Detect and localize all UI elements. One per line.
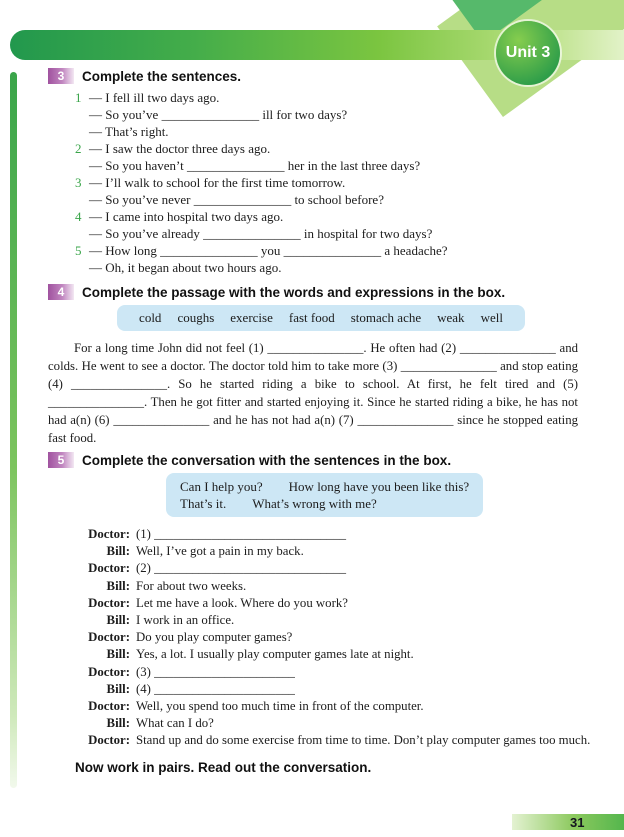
dialogue-text: — So you haven’t _______________ her in the last three days? [89, 158, 421, 173]
speech-text: Do you play computer games? [136, 630, 293, 645]
conversation-row [78, 732, 594, 749]
dialogue-text: — I’ll walk to school for the first time tomorrow. [89, 175, 346, 190]
sentence-box [166, 473, 483, 517]
exercise5-title: Complete the conversation with the sentences in the box. [82, 452, 452, 468]
pair-work-instruction: Now work in pairs. Read out the conversation. [75, 759, 372, 775]
conversation-row [78, 698, 594, 715]
speaker-label: Bill: [106, 681, 130, 696]
dialogue-text: — How long _______________ you _______________ a headache? [89, 243, 448, 258]
speech-text: (3) ______________________ [136, 664, 295, 679]
exercise3-list [75, 89, 594, 276]
sentence-box-item: That’s it. [180, 496, 227, 511]
item-number-spacer [75, 106, 89, 123]
conversation-row [78, 715, 594, 732]
word-box-item: weak [437, 310, 465, 325]
conversation-row [78, 629, 594, 646]
speaker-label: Doctor: [88, 561, 130, 576]
speaker-label: Bill: [106, 716, 130, 731]
conversation-row [78, 578, 594, 595]
dialogue-text: — So you’ve _______________ ill for two days? [89, 107, 348, 122]
sentence-box-row [180, 478, 469, 495]
speech-text: (1) ______________________________ [136, 527, 347, 541]
dialogue-line [75, 191, 594, 208]
exercise3-title: Complete the sentences. [82, 68, 242, 84]
speech-text: Well, I’ve got a pain in my back. [136, 544, 304, 559]
speech-text: I work in an office. [136, 613, 235, 628]
item-number-spacer [75, 225, 89, 242]
dialogue-line [75, 106, 594, 123]
speaker-label: Doctor: [88, 630, 130, 645]
conversation-row [78, 664, 594, 681]
speech-text: What can I do? [136, 716, 214, 731]
exercise5-heading [48, 452, 594, 468]
conversation-row [78, 681, 594, 698]
dialogue-line [75, 174, 594, 191]
conversation-row [78, 526, 594, 543]
sentence-box-item: What’s wrong with me? [252, 496, 377, 511]
dialogue-text: — I fell ill two days ago. [89, 90, 220, 105]
exercise5-number-badge: 5 [48, 452, 74, 468]
exercise4-number-badge: 4 [48, 284, 74, 300]
speech-text: (2) ______________________________ [136, 561, 347, 576]
left-accent-bar [10, 72, 17, 788]
conversation [78, 526, 594, 750]
unit-badge-label: Unit 3 [505, 44, 551, 61]
dialogue-line [75, 208, 594, 225]
page-number: 31 [570, 814, 585, 830]
conversation-row [78, 646, 594, 663]
dialogue-text: — So you’ve never _______________ to school before? [89, 192, 384, 207]
speech-text: Yes, a lot. I usually play computer games late at night. [136, 647, 414, 662]
speaker-label: Doctor: [88, 595, 130, 610]
speaker-label: Doctor: [88, 699, 130, 714]
item-number-spacer [75, 259, 89, 276]
item-number-spacer [75, 123, 89, 140]
word-box-item: well [480, 310, 503, 325]
item-number: 5 [75, 243, 82, 258]
speaker-label: Doctor: [88, 733, 130, 748]
conversation-row [78, 595, 594, 612]
speech-text: (4) ______________________ [136, 681, 295, 696]
dialogue-text: — I saw the doctor three days ago. [89, 141, 271, 156]
page-content [48, 68, 594, 775]
speech-text: Let me have a look. Where do you work? [136, 595, 348, 610]
item-number: 2 [75, 141, 82, 156]
speech-text: For about two weeks. [136, 578, 247, 593]
speaker-label: Bill: [106, 578, 130, 593]
cloze-passage: For a long time John did not feel (1) _______________. He often had (2) _______________ and colds. He went to see a doctor. The doctor told him to take more (3) _______________ and stop eating (4) _______________. So he started riding a bike to school. At first, he felt tired and (5) _______________. Then he got fitter and started enjoying it. Since he started riding a bike, he has not had a(n) (6) _______________ and he has not had a(n) (7) _______________ since he stopped eating fast food. [48, 341, 578, 445]
conversation-row [78, 543, 594, 560]
item-number-spacer [75, 157, 89, 174]
dialogue-line [75, 140, 594, 157]
speaker-label: Doctor: [88, 527, 130, 541]
speaker-label: Bill: [106, 647, 130, 662]
exercise3-heading [48, 68, 594, 84]
speaker-label: Bill: [106, 613, 130, 628]
word-box [117, 305, 525, 331]
item-number: 1 [75, 90, 82, 105]
sentence-box-item: How long have you been like this? [288, 479, 470, 494]
word-box-item: exercise [230, 310, 273, 325]
item-number: 3 [75, 175, 82, 190]
dialogue-line [75, 242, 594, 259]
dialogue-line [75, 225, 594, 242]
sentence-box-row [180, 495, 469, 512]
dialogue-line [75, 123, 594, 140]
dialogue-text: — I came into hospital two days ago. [89, 209, 284, 224]
speaker-label: Doctor: [88, 664, 130, 679]
dialogue-line [75, 89, 594, 106]
exercise4-title: Complete the passage with the words and expressions in the box. [82, 284, 506, 300]
word-box-item: coughs [177, 310, 215, 325]
dialogue-line [75, 157, 594, 174]
dialogue-text: — That’s right. [89, 124, 169, 139]
dialogue-text: — Oh, it began about two hours ago. [89, 260, 282, 275]
dialogue-line [75, 259, 594, 276]
word-box-item: cold [139, 310, 162, 325]
word-box-item: stomach ache [350, 310, 422, 325]
conversation-row [78, 560, 594, 577]
page-number-bar [512, 814, 624, 830]
conversation-row [78, 612, 594, 629]
item-number-spacer [75, 191, 89, 208]
exercise4-heading [48, 284, 594, 300]
speech-text: Stand up and do some exercise from time to time. Don’t play computer games too much. [136, 733, 591, 748]
word-box-item: fast food [288, 310, 335, 325]
sentence-box-item: Can I help you? [180, 479, 263, 494]
speaker-label: Bill: [106, 544, 130, 559]
item-number: 4 [75, 209, 82, 224]
exercise3-number-badge: 3 [48, 68, 74, 84]
dialogue-text: — So you’ve already _______________ in hospital for two days? [89, 226, 433, 241]
speech-text: Well, you spend too much time in front of the computer. [136, 699, 424, 714]
